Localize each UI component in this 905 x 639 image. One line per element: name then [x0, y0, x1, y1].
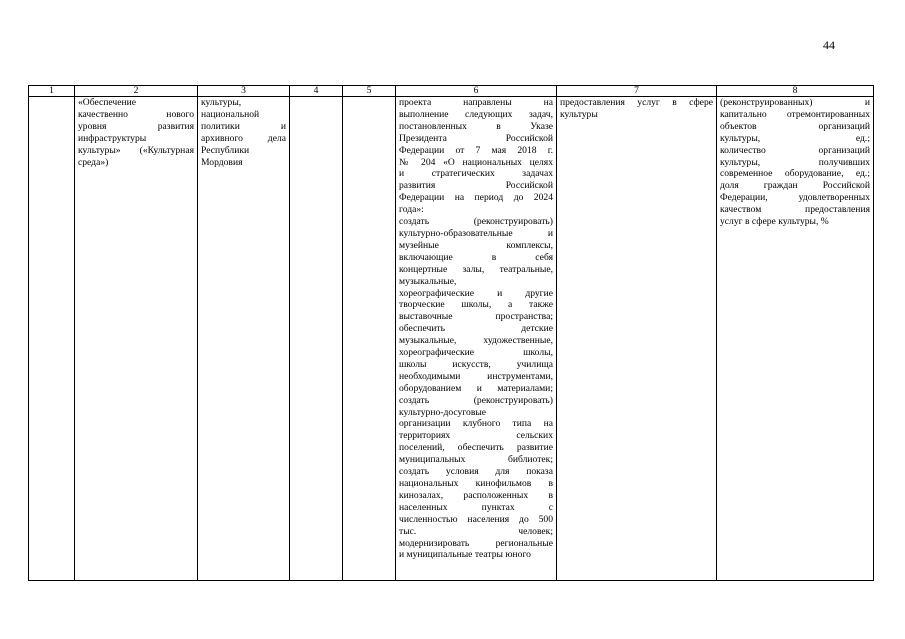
cell-text-line: школы искусств, училища [399, 358, 553, 370]
cell-text-line: обеспечить детские [399, 323, 553, 335]
cell-text-line: Президента Российской [399, 132, 553, 144]
col-header-3: 3 [198, 86, 290, 97]
cell-text-line: создать (реконструировать) [399, 394, 553, 406]
cell-text-line: Федерации, удовлетворенных [720, 192, 870, 204]
cell-text-line: культуры» («Культурная [78, 144, 194, 156]
cell-text-line: музыкальные, [399, 275, 457, 287]
cell-text-line: современное оборудование, ед.; [720, 168, 870, 180]
cell-text-line: численностью населения до 500 [399, 513, 553, 525]
col-header-4: 4 [290, 86, 343, 97]
cell-2 [75, 97, 198, 581]
cell-text-line: развития Российской [399, 180, 553, 192]
cell-8 [717, 97, 874, 581]
cell-text-line: выставочные пространства; [399, 311, 553, 323]
cell-7 [557, 97, 717, 581]
header-row [29, 86, 874, 97]
cell-text-line: среда») [78, 156, 109, 168]
col-header-6: 6 [396, 86, 557, 97]
cell-text-line: года»: [399, 204, 424, 216]
cell-1 [29, 97, 75, 581]
cell-text-line: населенных пунктах с [399, 501, 553, 513]
cell-text-line: архивного дела [201, 132, 286, 144]
cell-text-line: тыс. человек; [399, 525, 553, 537]
cell-5 [343, 97, 396, 581]
cell-text-line: (реконструированных) и [720, 97, 870, 108]
cell-text-line: муниципальных библиотек; [399, 454, 553, 466]
cell-text-line: музейные комплексы, [399, 239, 553, 251]
cell-6 [396, 97, 557, 581]
cell-text-line: национальной [201, 108, 260, 120]
cell-text-line: количество организаций [720, 144, 870, 156]
cell-text-line: кинозалах, расположенных в [399, 489, 553, 501]
cell-text-line: Федерации на период до 2024 [399, 192, 553, 204]
cell-text-line: музыкальные, художественные, [399, 335, 553, 347]
cell-text-line: объектов организаций [720, 120, 870, 132]
cell-text-line: и стратегических задачах [399, 168, 553, 180]
cell-text-line: модернизировать региональные [399, 537, 553, 549]
program-table [28, 85, 874, 581]
page-number: 44 [823, 38, 835, 52]
cell-text-line: культуры, получивших [720, 156, 870, 168]
cell-text-line: культуры [560, 108, 598, 120]
cell-text-line: хореографические и другие [399, 287, 553, 299]
cell-text-line: национальных кинофильмов в [399, 478, 553, 489]
cell-text-line: постановленных в Указе [399, 120, 553, 132]
cell-text-line: «Обеспечение [78, 97, 136, 108]
cell-text-line: и муниципальные театры юного [399, 549, 531, 561]
table-row [29, 97, 874, 581]
col-header-2: 2 [75, 86, 198, 97]
col-header-8: 8 [717, 86, 874, 97]
cell-text-line: поселений, обеспечить развитие [399, 442, 553, 454]
cell-text-line: включающие в себя [399, 251, 553, 263]
cell-text-line: территориях сельских [399, 430, 553, 442]
cell-text-line: доля граждан Российской [720, 180, 870, 192]
cell-text-line: Мордовия [201, 156, 243, 168]
cell-text-line: инфраструктуры [78, 132, 147, 144]
cell-text-line: организации клубного типа на [399, 418, 553, 430]
cell-text-line: предоставления услуг в сфере [560, 97, 713, 108]
cell-3 [198, 97, 290, 581]
cell-text-line: проекта направлены на [399, 97, 553, 108]
col-header-5: 5 [343, 86, 396, 97]
cell-text-line: культурно-досуговые [399, 406, 487, 418]
cell-text-line: создать условия для показа [399, 466, 553, 478]
cell-text-line: Федерации от 7 мая 2018 г. [399, 144, 553, 156]
cell-text-line: культуры, ед.; [720, 132, 870, 144]
col-header-7: 7 [557, 86, 717, 97]
cell-text-line: политики и [201, 120, 286, 132]
cell-text-line: необходимыми инструментами, [399, 370, 553, 382]
cell-text-line: № 204 «О национальных целях [399, 156, 553, 168]
cell-text-line: хореографические школы, [399, 347, 553, 359]
cell-text-line: выполнение следующих задач, [399, 108, 553, 120]
cell-4 [290, 97, 343, 581]
cell-text-line: творческие школы, а также [399, 299, 553, 311]
cell-text-line: качественно нового [78, 108, 194, 120]
cell-text-line: Республики [201, 144, 250, 156]
cell-text-line: оборудованием и материалами; [399, 382, 553, 394]
cell-text-line: создать (реконструировать) [399, 216, 553, 228]
cell-text-line: концертные залы, театральные, [399, 263, 553, 275]
cell-text-line: культурно-образовательные и [399, 227, 553, 239]
cell-text-line: капитально отремонтированных [720, 108, 870, 120]
cell-text-line: уровня развития [78, 120, 194, 132]
cell-text-line: услуг в сфере культуры, % [720, 216, 829, 228]
col-header-1: 1 [29, 86, 75, 97]
cell-text-line: качеством предоставления [720, 204, 870, 216]
cell-text-line: культуры, [201, 97, 242, 108]
